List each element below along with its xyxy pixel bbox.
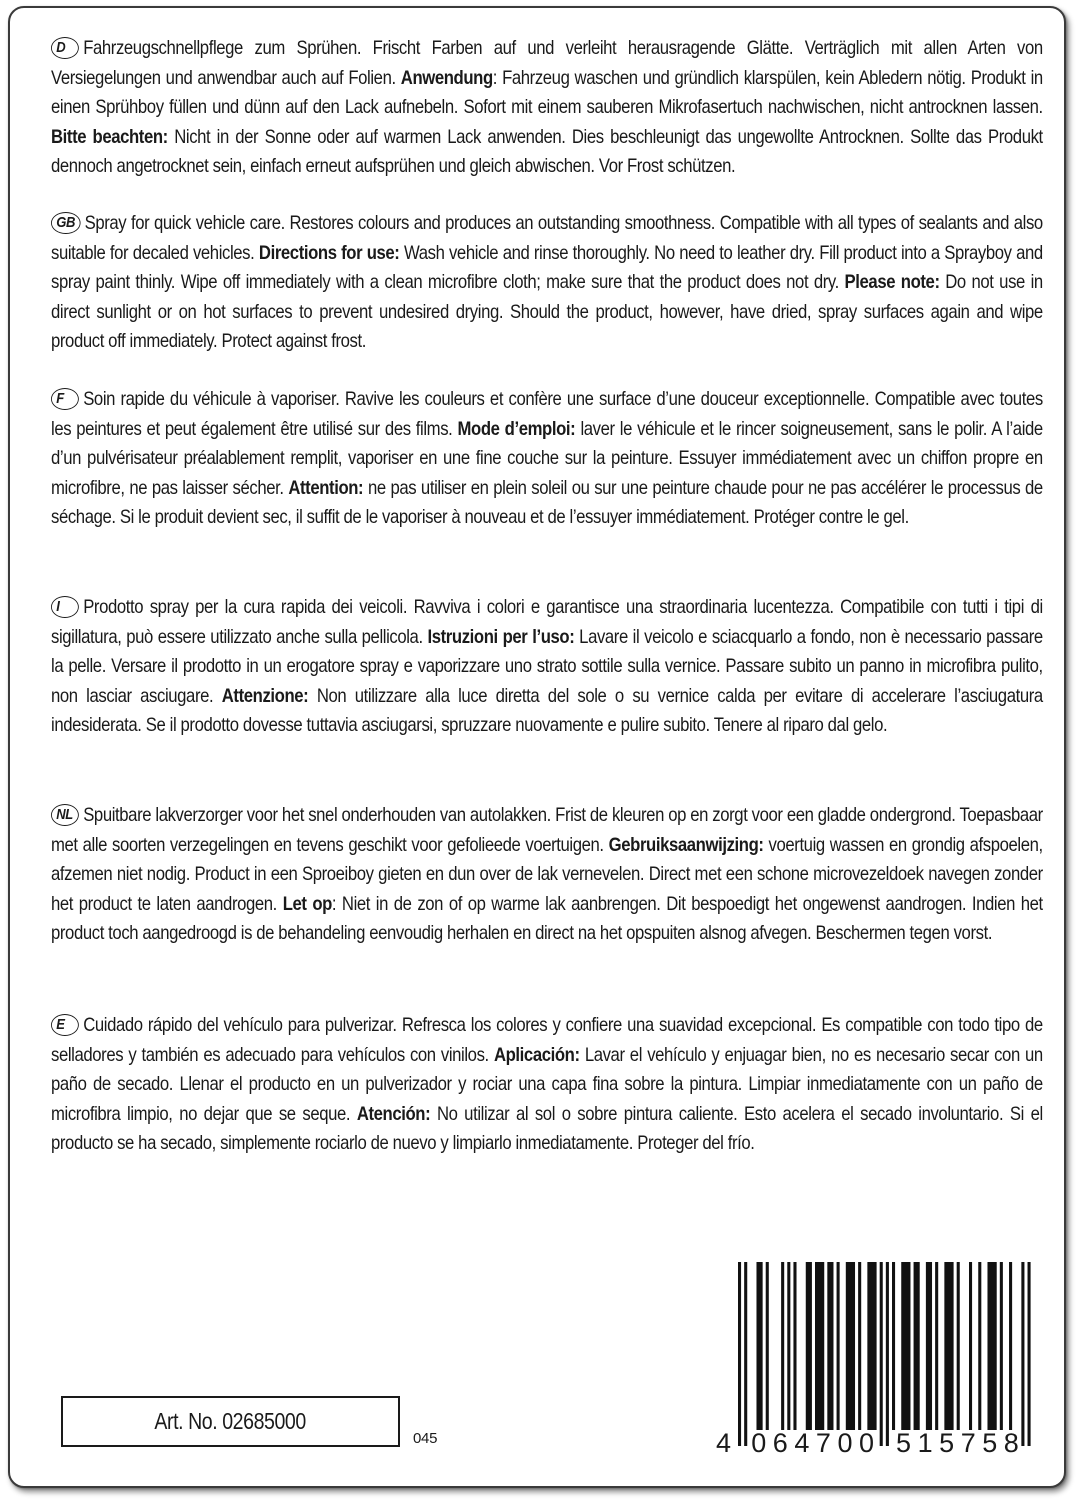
body-text: Do not use in direct sunlight or on hot surfaces to prevent undesired drying. Should the product, however, have dried, spray surfaces again and wipe product off immediately. Protect against frost. (51, 272, 1043, 353)
text-block-es (51, 1011, 1043, 1159)
body-text: Soin rapide du véhicule à vaporiser. Ravive les couleurs et confère une surface d’une douceur exceptionnelle. Compatible avec toutes les peintures et peut également être utilisé sur des films. (51, 389, 1043, 440)
barcode-bar (738, 1262, 741, 1446)
barcode-bar (846, 1262, 855, 1430)
barcode-digit: 5 (939, 1428, 955, 1458)
barcode-bar (901, 1262, 910, 1430)
language-badge: D (51, 37, 79, 59)
body-text: : Fahrzeug waschen und gründlich klarspülen, kein Abledern nötig. Produkt in einen Sprühboy füllen und dünn auf den Lack aufnebeln. Sofort mit einem sauberen Mikrofasertuch nachwischen, nicht antrocknen lassen. (51, 67, 1043, 119)
article-number-label: Art. No. 02685000 (154, 1408, 307, 1434)
print-code: 045 (413, 1430, 438, 1447)
language-badge: F (51, 388, 79, 410)
text-block-nl (51, 801, 1043, 949)
barcode-bar (781, 1262, 784, 1430)
text-block-gb (51, 209, 1043, 357)
barcode-bar (787, 1262, 790, 1430)
body-text: Fahrzeugschnellpflege zum Sprühen. Frischt Farben auf und verleiht herausragende Glätte. Verträglich mit allen Arten von Versiegelungen und anwendbar auch auf Folien. (51, 38, 1043, 89)
language-badge: NL (51, 804, 79, 826)
barcode-bar (978, 1262, 981, 1430)
barcode-digit: 1 (917, 1428, 933, 1458)
barcode-digit: 5 (982, 1428, 998, 1458)
barcode-bar (1028, 1262, 1031, 1446)
body-text: Lavare il veicolo e sciacquarlo a fondo, non è necessario passare la pelle. Versare il prodotto in un erogatore spray e vaporizzare uno strato sottile sulla vernice. Passare subito un panno in microfibra pulito, non lasciar asciugare. (51, 626, 1043, 707)
language-badge: I (51, 596, 79, 618)
section-heading: Istruzioni per l’uso: (427, 626, 575, 648)
section-heading: Please note: (844, 272, 940, 294)
section-heading: Atención: (356, 1103, 431, 1125)
barcode-digit: 8 (1003, 1428, 1019, 1458)
body-text: Spuitbare lakverzorger voor het snel onderhouden van autolakken. Frist de kleuren op en zorgt voor een gladde ondergrond. Toepasbaar met alle soorten verzegelingen en tevens geschikt voor gefolieede voertuigen. (51, 805, 1043, 856)
body-text: voertuig wassen en grondig afspoelen, afzemen niet nodig. Product in een Sproeiboy gieten en dun over de lak vernevelen. Direct met een schone microvezeldoek navegen zonder het product te laten aandrogen. (51, 834, 1043, 915)
barcode-bar (957, 1262, 960, 1430)
section-heading: Attenzione: (221, 685, 309, 707)
barcode-bar (827, 1262, 833, 1430)
article-number-box (61, 1396, 400, 1447)
barcode-digit: 0 (859, 1428, 875, 1458)
section-heading: Directions for use: (258, 242, 400, 264)
barcode-digit: 7 (960, 1428, 976, 1458)
language-badge: GB (51, 212, 80, 234)
section-heading: Attention: (288, 477, 364, 499)
barcode-bar (1021, 1262, 1024, 1446)
body-text: : Niet in de zon of op warme lak aanbrengen. Dit bespoedigt het ongewenst aandrogen. Indien het product toch aangedroogd is de behandeling eenvoudig herhalen en direct na het opspuiten alsnog afvegen. Beschermen tegen vorst. (51, 893, 1043, 945)
body-text: laver le véhicule et le rincer soigneusement, sans le polir. A l’aide d’un pulvérisateur préalablement remplit, vaporiser en une fine couche sur la peinture. Essuyer immédiatement avec un chiffon propre en microfibre, ne pas laisser sécher. (51, 418, 1043, 499)
barcode-digit: 7 (815, 1428, 831, 1458)
barcode-digit: 0 (837, 1428, 853, 1458)
body-text: Prodotto spray per la cura rapida dei veicoli. Ravviva i colori e garantisce una straordinaria lucentezza. Compatibile con tutti i tipi di sigillatura, può essere utilizzato anche sulla pellicola. (51, 597, 1043, 648)
barcode-bar (880, 1262, 883, 1446)
section-heading: Bitte beachten: (51, 126, 168, 148)
barcode-bar (837, 1262, 840, 1430)
barcode-bar (914, 1262, 920, 1430)
text-block-fr (51, 385, 1043, 533)
barcode-bar (886, 1262, 889, 1446)
barcode-digit: 4 (716, 1428, 732, 1458)
barcode-bar (969, 1262, 972, 1430)
barcode-bar (867, 1262, 876, 1430)
barcode-digit: 4 (794, 1428, 810, 1458)
barcode-digits (714, 1428, 1032, 1458)
language-badge: E (51, 1014, 79, 1036)
barcode-bar (744, 1262, 747, 1446)
section-heading: Let op (282, 893, 332, 915)
section-heading: Gebruiksaanwijzing: (608, 834, 764, 856)
body-text: No utilizar al sol o sobre pintura caliente. Esto acelera el secado involuntario. Si el producto se ha secado, simplemente rociarlo de nuevo y limpiarlo inmediatamente. Proteger del frío. (51, 1103, 1043, 1155)
barcode-bar (793, 1262, 796, 1430)
barcode-bar (1009, 1262, 1012, 1430)
body-text: Nicht in der Sonne oder auf warmen Lack anwenden. Dies beschleunigt das ungewollte Antrocknen. Sollte das Produkt dennoch angetrocknet sein, einfach erneut aufsprühen und gleich abwischen. Vor Frost schützen. (51, 126, 1043, 178)
barcode-bar (935, 1262, 938, 1430)
barcode-bar (987, 1262, 996, 1430)
body-text: Cuidado rápido del vehículo para pulverizar. Refresca los colores y confiere una suavidad excepcional. Es compatible con todo tipo de selladores y también es adecuado para vehículos con vinilos. (51, 1015, 1043, 1066)
barcode-bar (858, 1262, 861, 1430)
body-text: Wash vehicle and rinse thoroughly. No need to leather dry. Fill product into a Sprayboy and spray paint thinly. Wipe off immediately with a clean microfibre cloth; make sure that the product does not dry. (51, 242, 1043, 294)
barcode-bar (944, 1262, 953, 1430)
barcode-bar (926, 1262, 932, 1430)
section-heading: Anwendung (400, 67, 493, 89)
text-block-it (51, 593, 1043, 741)
body-text: ne pas utiliser en plein soleil ou sur une peinture chaude pour ne pas accélérer le processus de séchage. Si le produit devient sec, il suffit de le vaporiser à nouveau et de l’essuyer immédiatement. Protéger contre le gel. (51, 477, 1043, 529)
barcode-bar (756, 1262, 762, 1430)
barcode-bar (815, 1262, 824, 1430)
barcode-bar (766, 1262, 769, 1430)
text-block-de (51, 34, 1043, 182)
barcode-digit: 5 (896, 1428, 912, 1458)
barcode-bar (1000, 1262, 1003, 1430)
body-text: Non utilizzare alla luce diretta del sole o su vernice calda per evitare di accelerare l’asciugatura indesiderata. Se il prodotto dovesse tuttavia asciugarsi, spruzzare nuovamente e pulire subito. Tenere al riparo dal gelo. (51, 685, 1043, 737)
section-heading: Aplicación: (493, 1044, 580, 1066)
body-text: Spray for quick vehicle care. Restores colours and produces an outstanding smoothness. Compatible with all types of sealants and also suitable for decaled vehicles. (51, 213, 1043, 264)
body-text: Lavar el vehículo y enjuagar bien, no es necesario secar con un paño de secado. Llenar el producto en un pulverizador y rociar una capa fina sobre la pintura. Limpiar inmediatamente con un paño de microfibra limpio, no dejar que se seque. (51, 1044, 1043, 1125)
section-heading: Mode d’emploi: (457, 418, 576, 440)
barcode-bar (806, 1262, 812, 1430)
barcode-digit: 0 (751, 1428, 767, 1458)
ean-barcode (714, 1262, 1032, 1458)
barcode-bar (892, 1262, 895, 1430)
barcode-digit: 6 (772, 1428, 788, 1458)
